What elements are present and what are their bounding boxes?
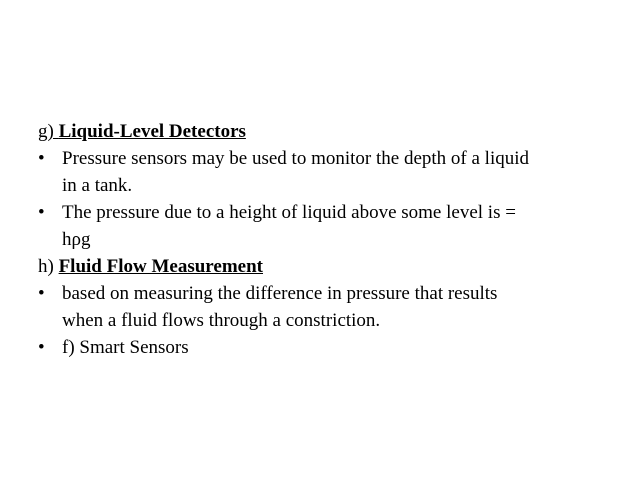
bullet-item [38,199,608,253]
bullet-text [62,145,608,199]
bullet-item [38,145,608,199]
bullet-text [62,199,608,253]
bullet-line: The pressure due to a height of liquid above some level is = [62,202,516,223]
bullet-line: f) Smart Sensors [62,337,189,358]
section-title: Liquid-Level Detectors [58,121,246,142]
slide-content [38,118,608,361]
bullet-marker: • [38,283,45,304]
bullet-text [62,280,608,334]
section-title: Fluid Flow Measurement [58,256,263,277]
bullet-marker: • [38,337,45,358]
bullet-marker: • [38,148,45,169]
section-prefix: g [38,121,48,142]
section-heading-fluid-flow [38,253,608,280]
section-prefix: h) [38,256,59,277]
bullet-item [38,280,608,334]
bullet-line: when a fluid flows through a constriction. [62,310,381,331]
bullet-item [38,334,608,361]
bullet-line: Pressure sensors may be used to monitor the depth of a liquid [62,148,530,169]
bullet-line: based on measuring the difference in pressure that results [62,283,498,304]
section-heading-liquid-level [38,118,608,145]
section-prefix-paren: ) [47,121,59,142]
bullet-line: in a tank. [62,175,133,196]
bullet-marker: • [38,202,45,223]
bullet-line: hρg [62,229,91,250]
bullet-text [62,334,608,361]
